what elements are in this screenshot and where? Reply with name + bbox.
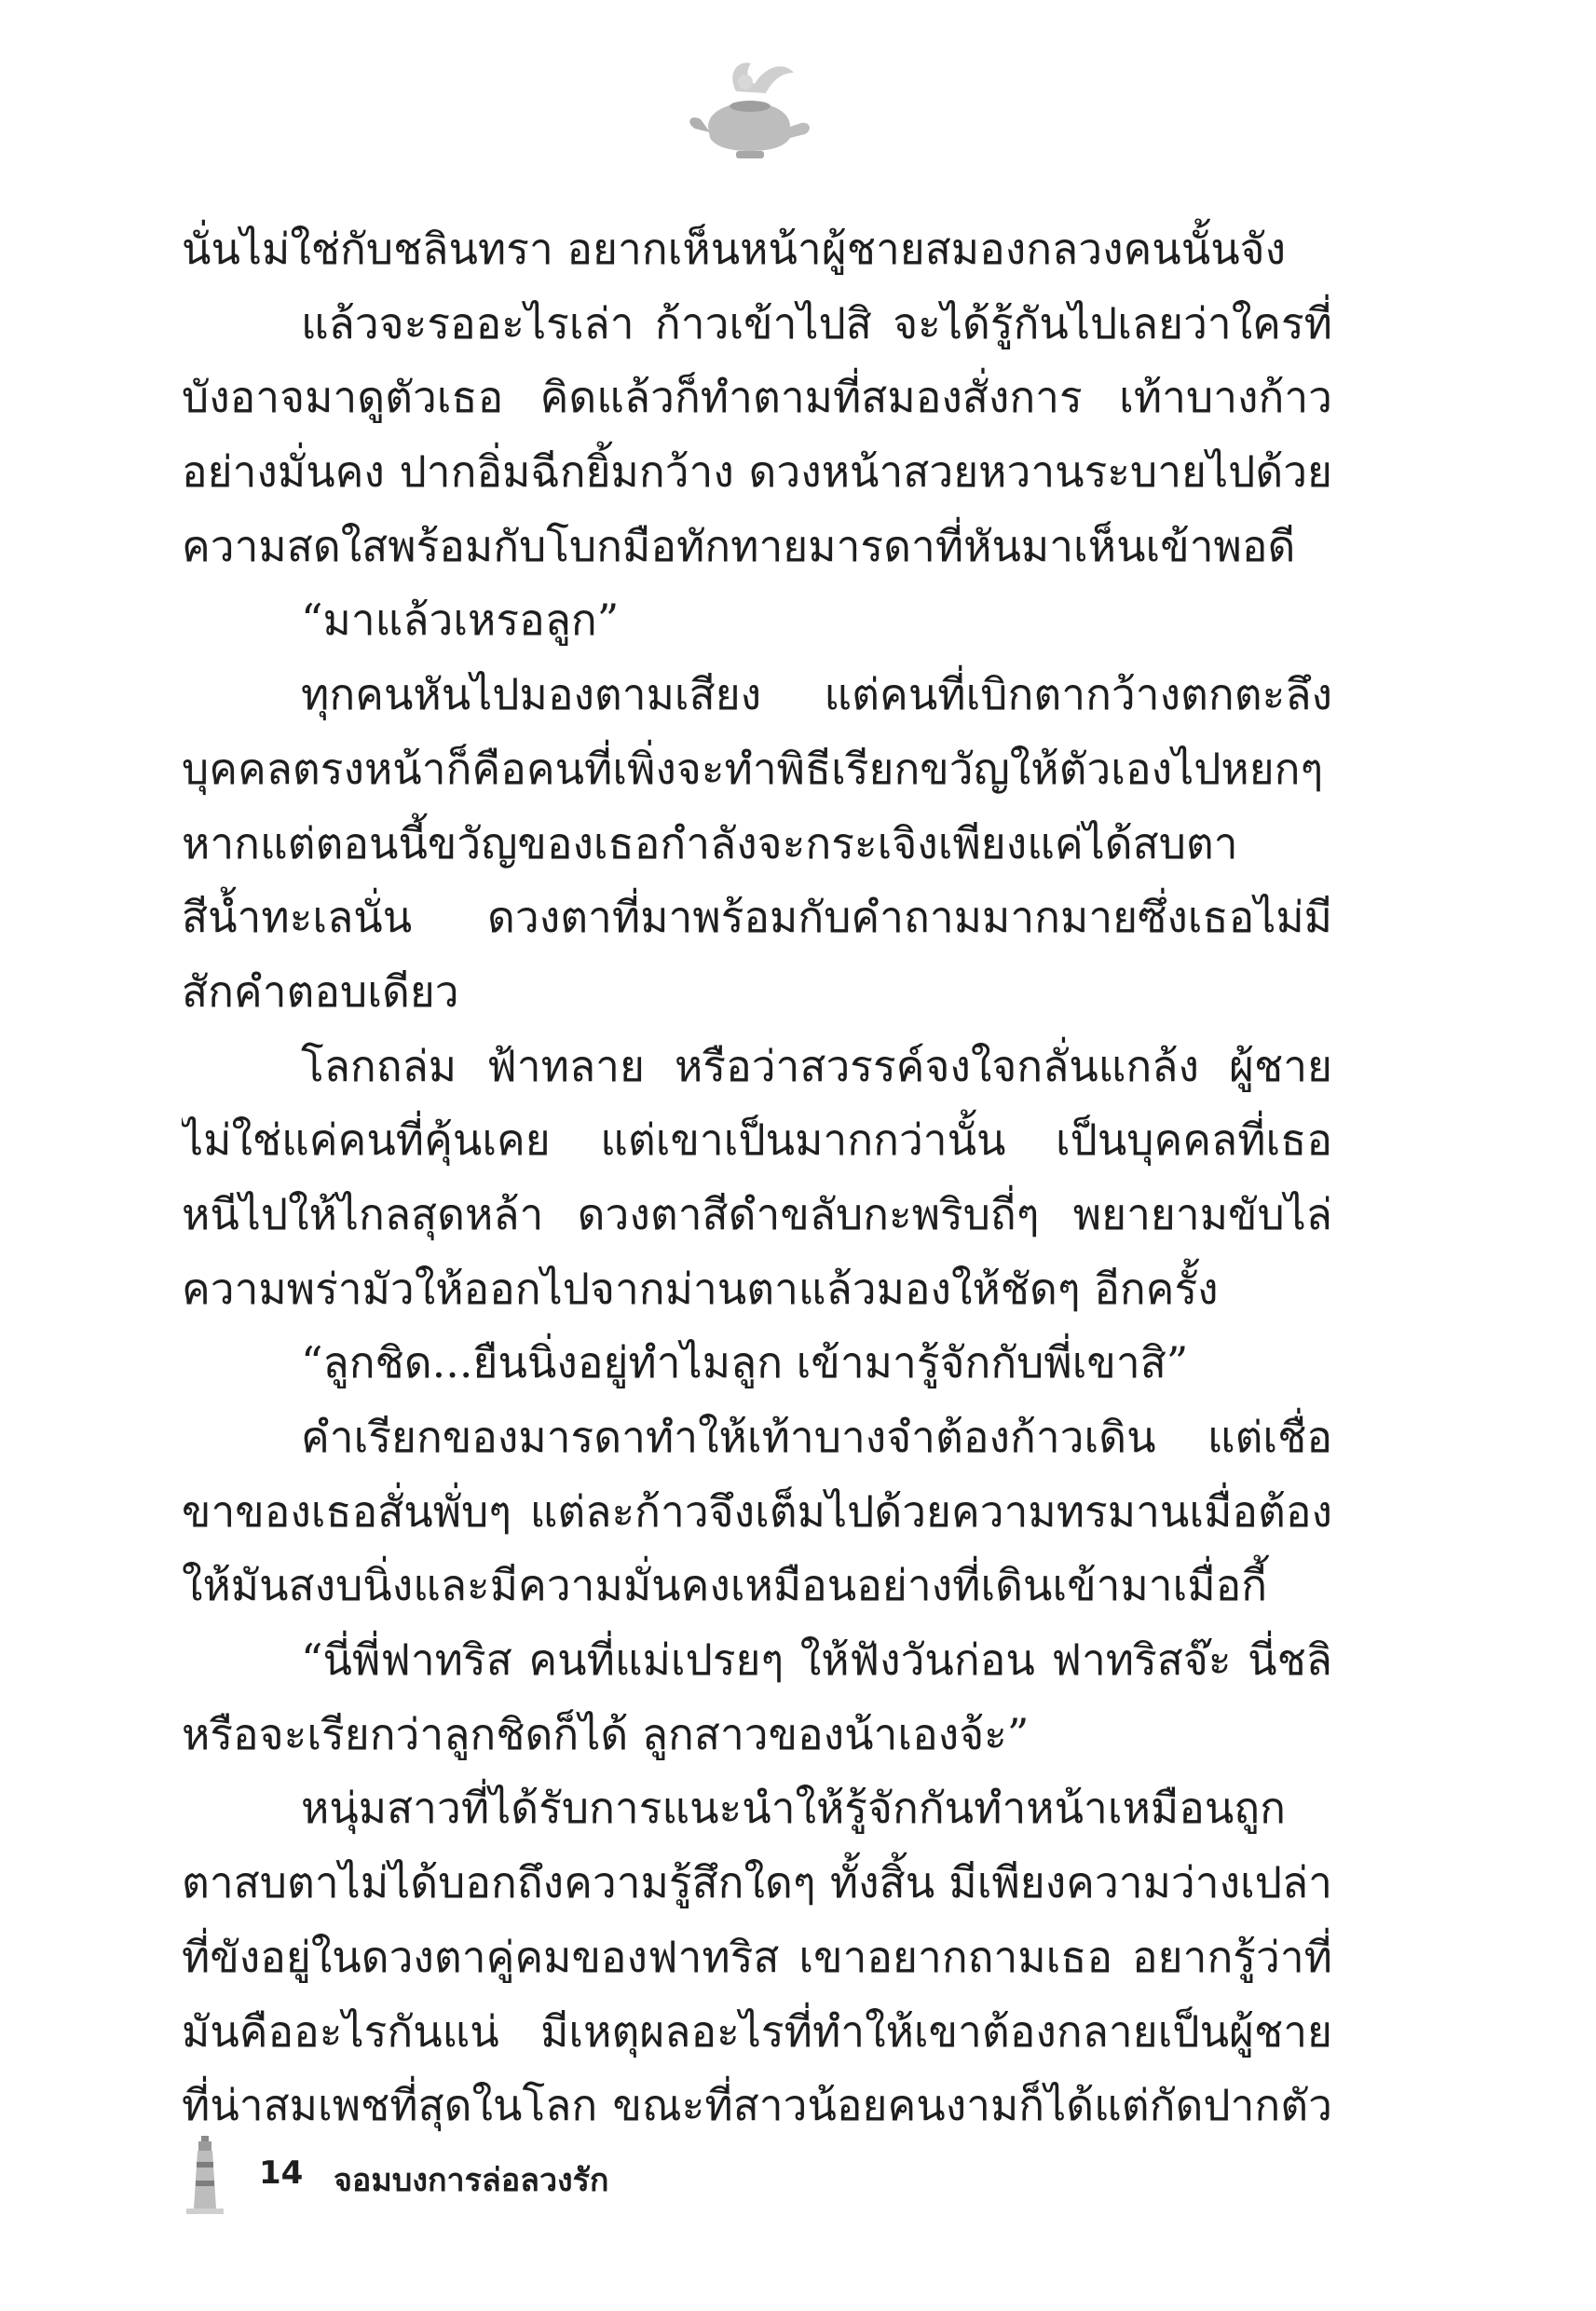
body-text [182,212,1332,2143]
text-line: สีน้ำทะเลนั่น ดวงตาที่มาพร้อมกับคำถามมากมายซึ่งเธอไม่มี [182,892,1332,943]
text-line: ขาของเธอสั่นพั่บๆ แต่ละก้าวจึงเต็มไปด้วยความทรมานเมื่อต้อง [182,1485,1332,1537]
text-line: “นี่พี่ฟาทริส คนที่แม่เปรยๆ ให้ฟังวันก่อน ฟาทริสจ๊ะ นี่ชลิ [301,1634,1332,1686]
page-footer [149,2134,801,2218]
text-line: “ลูกชิด...ยืนนิ่งอยู่ทำไมลูก เข้ามารู้จักกับพี่เขาสิ” [301,1337,1189,1388]
page-number: 14 [259,2154,304,2192]
text-line: แล้วจะรออะไรเล่า ก้าวเข้าไปสิ จะได้รู้กันไปเลยว่าใครที่ [301,297,1332,349]
text-line: ทุกคนหันไปมองตามเสียง แต่คนที่เบิกตากว้างตกตะลึง [301,669,1332,720]
text-line: “มาแล้วเหรอลูก” [301,595,620,646]
text-line: หนีไปให้ไกลสุดหล้า ดวงตาสีดำขลับกะพริบถี่ๆ พยายามขับไล่ [182,1188,1332,1239]
text-line: ให้มันสงบนิ่งและมีความมั่นคงเหมือนอย่างที่เดินเข้ามาเมื่อกี้ [182,1560,1268,1611]
text-line: ไม่ใช่แค่คนที่คุ้นเคย แต่เขาเป็นมากกว่านั้น เป็นบุคคลที่เธอ [182,1114,1332,1166]
text-line: โลกถล่ม ฟ้าทลาย หรือว่าสวรรค์จงใจกลั่นแกล้ง ผู้ชาย [301,1040,1332,1091]
text-line: หรือจะเรียกว่าลูกชิดก็ได้ ลูกสาวของน้าเองจ้ะ” [182,1708,1030,1759]
text-line: บังอาจมาดูตัวเธอ คิดแล้วก็ทำตามที่สมองสั่งการ เท้าบางก้าว [182,372,1332,423]
text-line: หนุ่มสาวที่ได้รับการแนะนำให้รู้จักกันทำหน้าเหมือนถูก [301,1783,1287,1834]
text-line: ความสดใสพร้อมกับโบกมือทักทายมารดาที่หันมาเห็นเข้าพอดี [182,520,1296,571]
text-line: บุคคลตรงหน้าก็คือคนที่เพิ่งจะทำพิธีเรียกขวัญให้ตัวเองไปหยกๆ [182,743,1324,794]
magic-lamp-fairy-icon [680,54,820,166]
text-line: มันคืออะไรกันแน่ มีเหตุผลอะไรที่ทำให้เขาต้องกลายเป็นผู้ชาย [182,2005,1332,2057]
text-line: คำเรียกของมารดาทำให้เท้าบางจำต้องก้าวเดิน แต่เชื่อ [301,1412,1332,1462]
text-line: ที่ขังอยู่ในดวงตาคู่คมของฟาทริส เขาอยากถามเธอ อยากรู้ว่าที่ [182,1931,1332,1982]
text-line: สักคำตอบเดียว [182,965,459,1017]
text-line: ความพร่ามัวให้ออกไปจากม่านตาแล้วมองให้ชัดๆ อีกครั้ง [182,1263,1219,1314]
text-line: นั่นไม่ใช่กับชลินทรา อยากเห็นหน้าผู้ชายสมองกลวงคนนั้นจัง [182,224,1287,274]
text-line: ตาสบตาไม่ได้บอกถึงความรู้สึกใดๆ ทั้งสิ้น มีเพียงความว่างเปล่า [182,1857,1332,1908]
text-line: อย่างมั่นคง ปากอิ่มฉีกยิ้มกว้าง ดวงหน้าสวยหวานระบายไปด้วย [182,446,1332,498]
book-title: จอมบงการล่อลวงรัก [334,2162,609,2199]
text-line: หากแต่ตอนนี้ขวัญของเธอกำลังจะกระเจิงเพียงแค่ได้สบตา [182,817,1238,868]
lighthouse-icon [186,2134,224,2218]
text-line: ที่น่าสมเพชที่สุดในโลก ขณะที่สาวน้อยคนงามก็ได้แต่กัดปากตัว [182,2080,1332,2131]
